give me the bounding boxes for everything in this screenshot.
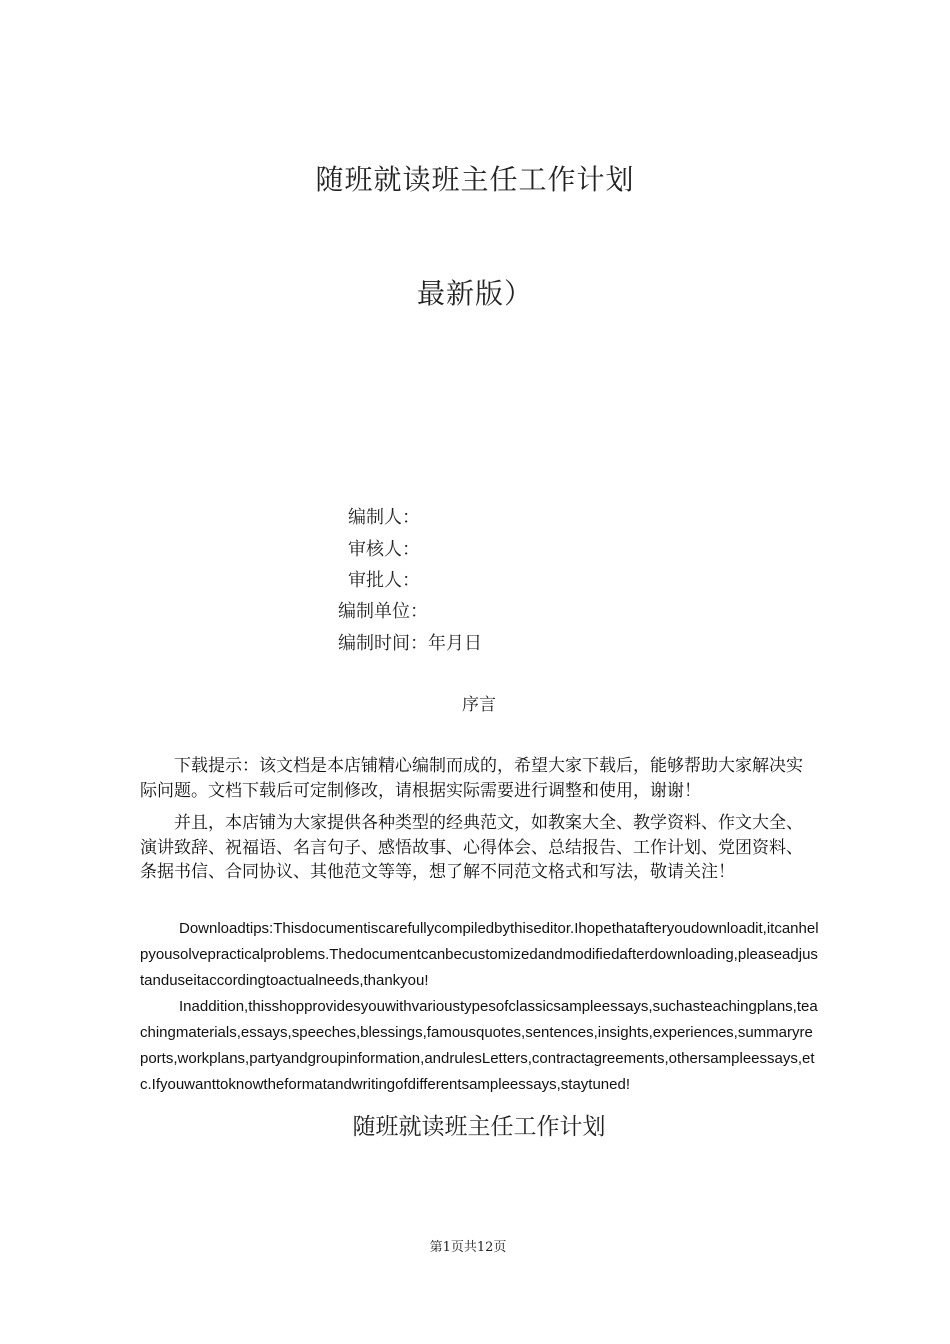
- compiler-field: 编制人：: [348, 507, 420, 528]
- preface-heading: 序言: [462, 695, 496, 715]
- reviewer-field: 审核人：: [348, 539, 420, 560]
- approver-field: 审批人：: [348, 570, 420, 591]
- document-title: 随班就读班主任工作计划: [315, 163, 635, 196]
- download-tip-paragraph: 下载提示：该文档是本店铺精心编制而成的，希望大家下载后，能够帮助大家解决实际问题。文档下载后可定制修改，请根据实际需要进行调整和使用，谢谢！: [140, 756, 803, 801]
- page-footer: 第1页共12页: [429, 1240, 507, 1255]
- unit-field: 编制单位：: [338, 601, 428, 622]
- sample-essays-paragraph-en: Inaddition,thisshopprovidesyouwithvarioustypesofclassicsampleessays,suchasteachingplans,teachingmaterials,essays,speeches,blessings,famousquotes,sentences,insights,experiences,summaryreports,workplans,partyandgroupinformation,andrulesLetters,contractagreements,othersampleessays,etc.Ifyouwanttoknowtheformatandwritingofdifferentsampleessays,staytuned!: [140, 998, 818, 1093]
- document-subtitle: 最新版）: [416, 277, 533, 310]
- download-tip-paragraph-en: Downloadtips:Thisdocumentiscarefullycompiledbythiseditor.Ihopethatafteryoudownloadit,itcanhelpyousolvepracticalproblems.Thedocumentcanbecustomizedandmodifiedafterdownloading,pleaseadjustanduseitaccordingtoactualneeds,thankyou!: [140, 920, 819, 989]
- time-field: 编制时间：年月日: [338, 633, 482, 654]
- section-title: 随班就读班主任工作计划: [352, 1114, 606, 1140]
- sample-essays-paragraph: 并且，本店铺为大家提供各种类型的经典范文，如教案大全、教学资料、作文大全、演讲致辞、祝福语、名言句子、感悟故事、心得体会、总结报告、工作计划、党团资料、条据书信、合同协议、其他范文等等，想了解不同范文格式和写法，敬请关注！: [140, 813, 803, 882]
